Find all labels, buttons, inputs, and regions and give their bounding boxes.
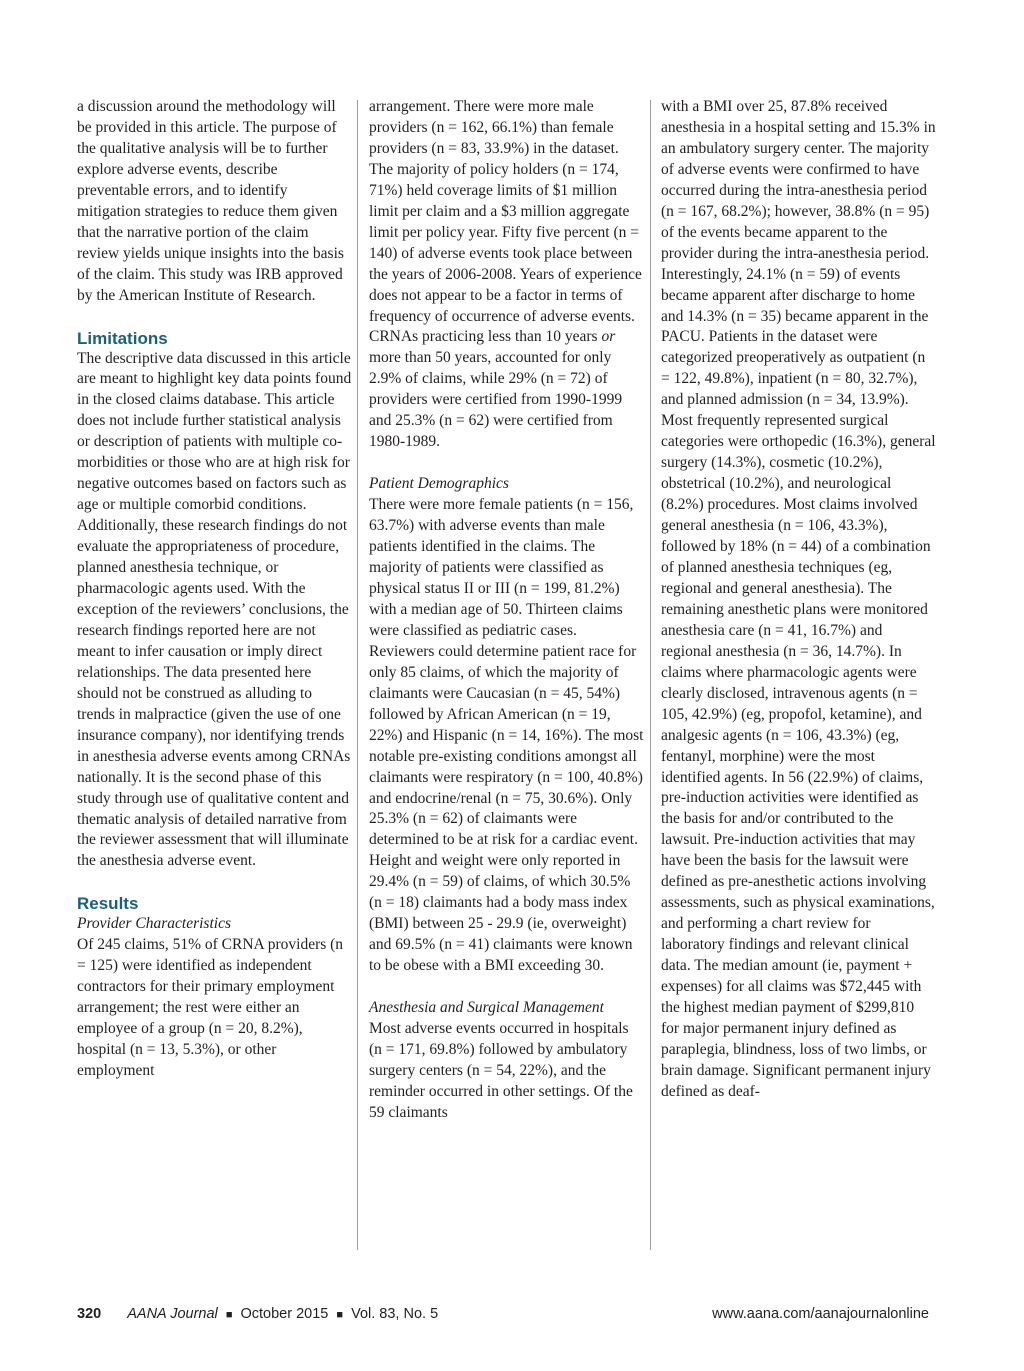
journal-website: www.aana.com/aanajournalonline xyxy=(712,1306,929,1322)
provider-characteristics-subheading: Provider Characteristics xyxy=(77,915,231,933)
limitations-paragraph: The descriptive data discussed in this article are meant to highlight key data points found in the closed claims database. This article does not include further statistical analysis or description of patients with multiple co-morbidities or those who are at high risk for negative outcomes based on factors such as age or multiple comorbid conditions. Additionally, these research findings do not evaluate the appropriateness of procedure, planned anesthesia technique, or pharmacologic agents used. With the exception of the reviewers’ conclusions, the research findings reported here are not meant to infer causation or imply direct relationships. The data presented here should not be construed as alluding to trends in malpractice (given the use of one insurance company), nor identifying trends in anesthesia adverse events among CRNAs nationally. It is the second phase of this study through use of qualitative content and thematic analysis of detailed narrative from the reviewer assessment that will illuminate the anesthesia adverse event. xyxy=(77,349,352,870)
anesthesia-management-paragraph: Most adverse events occurred in hospitals (n = 171, 69.8%) followed by ambulatory surgery centers (n = 54, 22%), and the reminder occurred in other settings. Of the 59 claimants xyxy=(369,1020,633,1121)
footer-citation xyxy=(77,1306,438,1322)
column-3 xyxy=(661,97,936,1103)
emphasis-or: or xyxy=(601,328,616,346)
patient-demographics-paragraph: There were more female patients (n = 156, 63.7%) with adverse events than male patients identified in the claims. The majority of patients were classified as physical status II or III (n = 199, 81.2%) with a median age of 50. Thirteen claims were classified as pediatric cases. Reviewers could determine patient race for only 85 claims, of which the majority of claimants were Caucasian (n = 45, 54%) followed by African American (n = 19, 22%) and Hispanic (n = 14, 16%). The most notable pre-existing conditions amongst all claimants were respiratory (n = 100, 40.8%) and endocrine/renal (n = 75, 30.6%). Only 25.3% (n = 62) of claimants were determined to be at risk for a cardiac event. Height and weight were only reported in 29.4% (n = 59) of claims, of which 30.5% (n = 18) claimants had a body mass index (BMI) between 25 - 29.9 (ie, overweight) and 69.5% (n = 41) claimants were known to be obese with a BMI exceeding 30. xyxy=(369,496,644,975)
intro-paragraph: a discussion around the methodology will be provided in this article. The purpose of the qualitative analysis will be to further explore adverse events, describe preventable errors, and to identify mitigation strategies to reduce them given that the narrative portion of the claim review yields unique insights into the basis of the claim. This study was IRB approved by the American Institute of Research. xyxy=(77,98,344,304)
provider-continued-paragraph xyxy=(369,97,644,453)
column-divider xyxy=(357,100,358,1250)
page-number: 320 xyxy=(77,1306,102,1322)
provider-paragraph: Of 245 claims, 51% of CRNA providers (n = 125) were identified as independent contractors for their primary employment arrangement; the rest were either an employee of a group (n = 20, 8.2%), hospital (n = 13, 5.3%), or other employment xyxy=(77,936,344,1080)
column-1 xyxy=(77,97,352,1082)
provider-text-part-1: arrangement. There were more male providers (n = 162, 66.1%) than female providers (n = 83, 33.9%) in the dataset. The majority of policy holders (n = 174, 71%) held coverage limits of $1 million limit per claim and a $3 million aggregate limit per policy year. Fifty five percent (n = 140) of adverse events took place between the years of 2006-2008. Years of experience does not appear to be a factor in terms of frequency of occurrence of adverse events. CRNAs practicing less than 10 years xyxy=(369,98,642,346)
journal-name: AANA Journal xyxy=(127,1306,218,1322)
issue-date: October 2015 xyxy=(240,1306,329,1322)
page-footer xyxy=(77,1306,929,1322)
anesthesia-management-subheading: Anesthesia and Surgical Management xyxy=(369,999,604,1017)
separator-bullet: ■ xyxy=(225,1309,233,1321)
anesthesia-continued-paragraph: with a BMI over 25, 87.8% received anesthesia in a hospital setting and 15.3% in an ambulatory surgery center. The majority of adverse events were confirmed to have occurred during the intra-anesthesia period (n = 167, 68.2%); however, 38.8% (n = 95) of the events became apparent to the provider during the intra-anesthesia period. Interestingly, 24.1% (n = 59) of events became apparent after discharge to home and 14.3% (n = 35) became apparent in the PACU. Patients in the dataset were categorized preoperatively as outpatient (n = 122, 49.8%), inpatient (n = 80, 32.7%), and planned admission (n = 34, 13.9%). Most frequently represented surgical categories were orthopedic (16.3%), general surgery (14.3%), cosmetic (10.2%), obstetrical (10.2%), and neurological (8.2%) procedures. Most claims involved general anesthesia (n = 106, 43.3%), followed by 18% (n = 44) of a combination of planned anesthesia techniques (eg, regional and general anesthesia). The remaining anesthetic plans were monitored anesthesia care (n = 41, 16.7%) and regional anesthesia (n = 36, 14.7%). In claims where pharmacologic agents were clearly disclosed, intravenous agents (n = 105, 42.9%) (eg, propofol, ketamine), and analgesic agents (n = 106, 43.3%) (eg, fentanyl, morphine) were the most identified agents. In 56 (22.9%) of claims, pre-induction activities were identified as the basis for and/or contributed to the lawsuit. Pre-induction activities that may have been the basis for the lawsuit were defined as pre-anesthetic actions involving assessments, such as physical examinations, and performing a chart review for laboratory findings and relevant clinical data. The median amount (ie, payment + expenses) for all claims was $72,445 with the highest median payment of $299,810 for major permanent injury defined as paraplegia, blindness, loss of two limbs, or brain damage. Significant permanent injury defined as deaf- xyxy=(661,98,936,1100)
patient-demographics-subheading: Patient Demographics xyxy=(369,475,509,493)
column-2 xyxy=(369,97,644,1124)
provider-text-part-2: more than 50 years, accounted for only 2.9% of claims, while 29% (n = 72) of providers were certified from 1990-1999 and 25.3% (n = 62) were certified from 1980-1989. xyxy=(369,349,623,451)
limitations-heading: Limitations xyxy=(77,328,168,348)
results-heading: Results xyxy=(77,894,139,914)
column-divider xyxy=(650,100,651,1250)
separator-bullet: ■ xyxy=(336,1309,344,1321)
volume-number: Vol. 83, No. 5 xyxy=(351,1306,439,1322)
